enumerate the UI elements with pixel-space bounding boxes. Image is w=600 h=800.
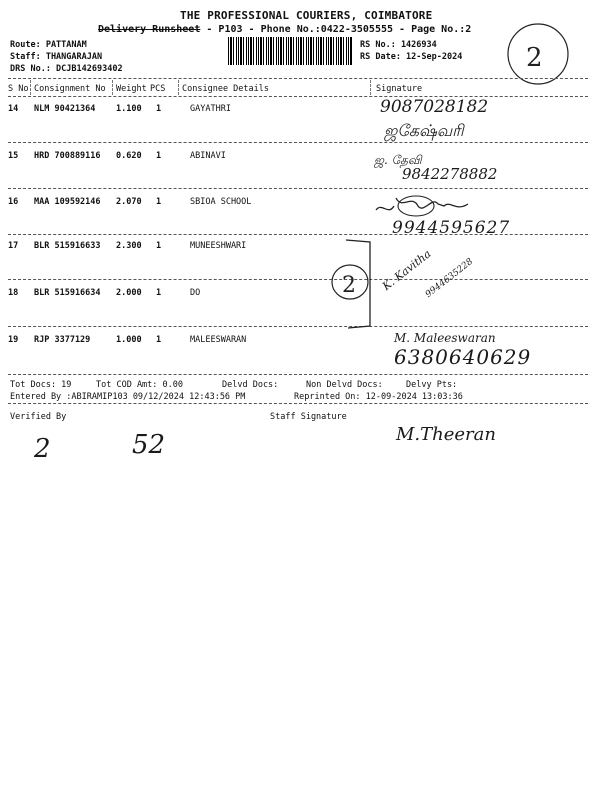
circled-page-mark <box>500 20 580 90</box>
col-divider <box>178 80 179 95</box>
row-divider <box>8 188 588 189</box>
signature-phone: 9087028182 <box>380 97 489 117</box>
col-header-consignment: Consignment No <box>34 84 106 94</box>
row-pcs: 1 <box>156 241 162 251</box>
row-consignee: DO <box>190 288 201 298</box>
row-divider <box>8 279 588 280</box>
col-header-sno: S No <box>8 84 29 94</box>
row-divider <box>8 234 588 235</box>
group-bracket-mark <box>326 236 386 336</box>
signature-name: ஜகேஷ்வரி <box>384 121 464 140</box>
row-weight: 2.070 <box>116 197 142 207</box>
runsheet-label: Delivery Runsheet <box>98 24 201 35</box>
row-divider <box>8 142 588 143</box>
row-pcs: 1 <box>156 288 162 298</box>
summary-divider <box>8 403 588 404</box>
delivered-docs: Delvd Docs: <box>222 380 279 390</box>
row-consignee: MUNEESHWARI <box>190 241 247 251</box>
verified-by-label: Verified By <box>10 412 67 422</box>
row-sno: 18 <box>8 288 19 298</box>
staff-label: Staff: THANGARAJAN <box>10 52 103 62</box>
drs-number: DRS No.: DCJB142693402 <box>10 64 123 74</box>
row-consignee: MALEESWARAN <box>190 335 247 345</box>
row-consignment: BLR 515916633 <box>34 241 101 251</box>
row-sno: 19 <box>8 335 19 345</box>
barcode <box>228 37 352 65</box>
row-consignee: GAYATHRI <box>190 104 231 114</box>
col-header-signature: Signature <box>376 84 423 94</box>
runsheet-details: - P103 - Phone No.:0422-3505555 - Page No.:2 <box>200 24 472 35</box>
row-divider <box>8 326 588 327</box>
company-title: THE PROFESSIONAL COURIERS, COIMBATORE <box>180 9 433 22</box>
runsheet-line <box>98 24 471 35</box>
signature-name: M. Maleeswaran <box>394 331 496 345</box>
non-delivered-docs: Non Delvd Docs: <box>306 380 383 390</box>
header-top-divider <box>8 78 588 79</box>
row-pcs: 1 <box>156 151 162 161</box>
rs-number: RS No.: 1426934 <box>360 40 437 50</box>
row-consignee: ABINAVI <box>190 151 226 161</box>
row-weight: 2.300 <box>116 241 142 251</box>
row-consignee: SBIOA SCHOOL <box>190 197 252 207</box>
reprinted-on: Reprinted On: 12-09-2024 13:03:36 <box>294 392 463 402</box>
col-divider <box>370 80 371 95</box>
col-header-consignee: Consignee Details <box>182 84 269 94</box>
col-header-weight: Weight <box>116 84 147 94</box>
row-sno: 16 <box>8 197 19 207</box>
total-cod-amount: Tot COD Amt: 0.00 <box>96 380 183 390</box>
page-mark-text: 2 <box>526 43 543 73</box>
verified-mark-2: 52 <box>132 430 166 460</box>
row-consignment: MAA 109592146 <box>34 197 101 207</box>
signature-phone: 9944635228 <box>423 256 476 300</box>
col-divider <box>30 80 31 95</box>
entered-by: Entered By :ABIRAMIP103 09/12/2024 12:43:56 PM <box>10 392 246 402</box>
route-label: Route: PATTANAM <box>10 40 87 50</box>
row-pcs: 1 <box>156 104 162 114</box>
row-consignment: RJP 3377129 <box>34 335 91 345</box>
row-weight: 1.000 <box>116 335 142 345</box>
row-pcs: 1 <box>156 197 162 207</box>
row-sno: 15 <box>8 151 19 161</box>
signature-phone: 9944595627 <box>392 218 511 238</box>
total-docs: Tot Docs: 19 <box>10 380 72 390</box>
row-pcs: 1 <box>156 335 162 345</box>
row-sno: 17 <box>8 241 19 251</box>
signature-phone: 6380640629 <box>394 345 532 369</box>
col-divider <box>112 80 113 95</box>
header-bottom-divider <box>8 96 588 97</box>
signature-name: K. Kavitha <box>379 247 434 293</box>
staff-signature-label: Staff Signature <box>270 412 347 422</box>
signature-phone: 9842278882 <box>402 165 498 183</box>
col-header-pcs: PCS <box>150 84 166 94</box>
verified-mark-1: 2 <box>34 434 51 464</box>
row-weight: 0.620 <box>116 151 142 161</box>
row-weight: 1.100 <box>116 104 142 114</box>
staff-signature: M.Theeran <box>396 424 496 445</box>
row-divider <box>8 374 588 375</box>
delivery-points: Delvy Pts: <box>406 380 458 390</box>
rs-date: RS Date: 12-Sep-2024 <box>360 52 463 62</box>
row-sno: 14 <box>8 104 19 114</box>
row-consignment: NLM 90421364 <box>34 104 96 114</box>
group-mark-text: 2 <box>342 273 356 298</box>
row-consignment: HRD 700889116 <box>34 151 101 161</box>
signature-name: ஜ. தேவி <box>374 153 422 167</box>
row-weight: 2.000 <box>116 288 142 298</box>
row-consignment: BLR 515916634 <box>34 288 101 298</box>
